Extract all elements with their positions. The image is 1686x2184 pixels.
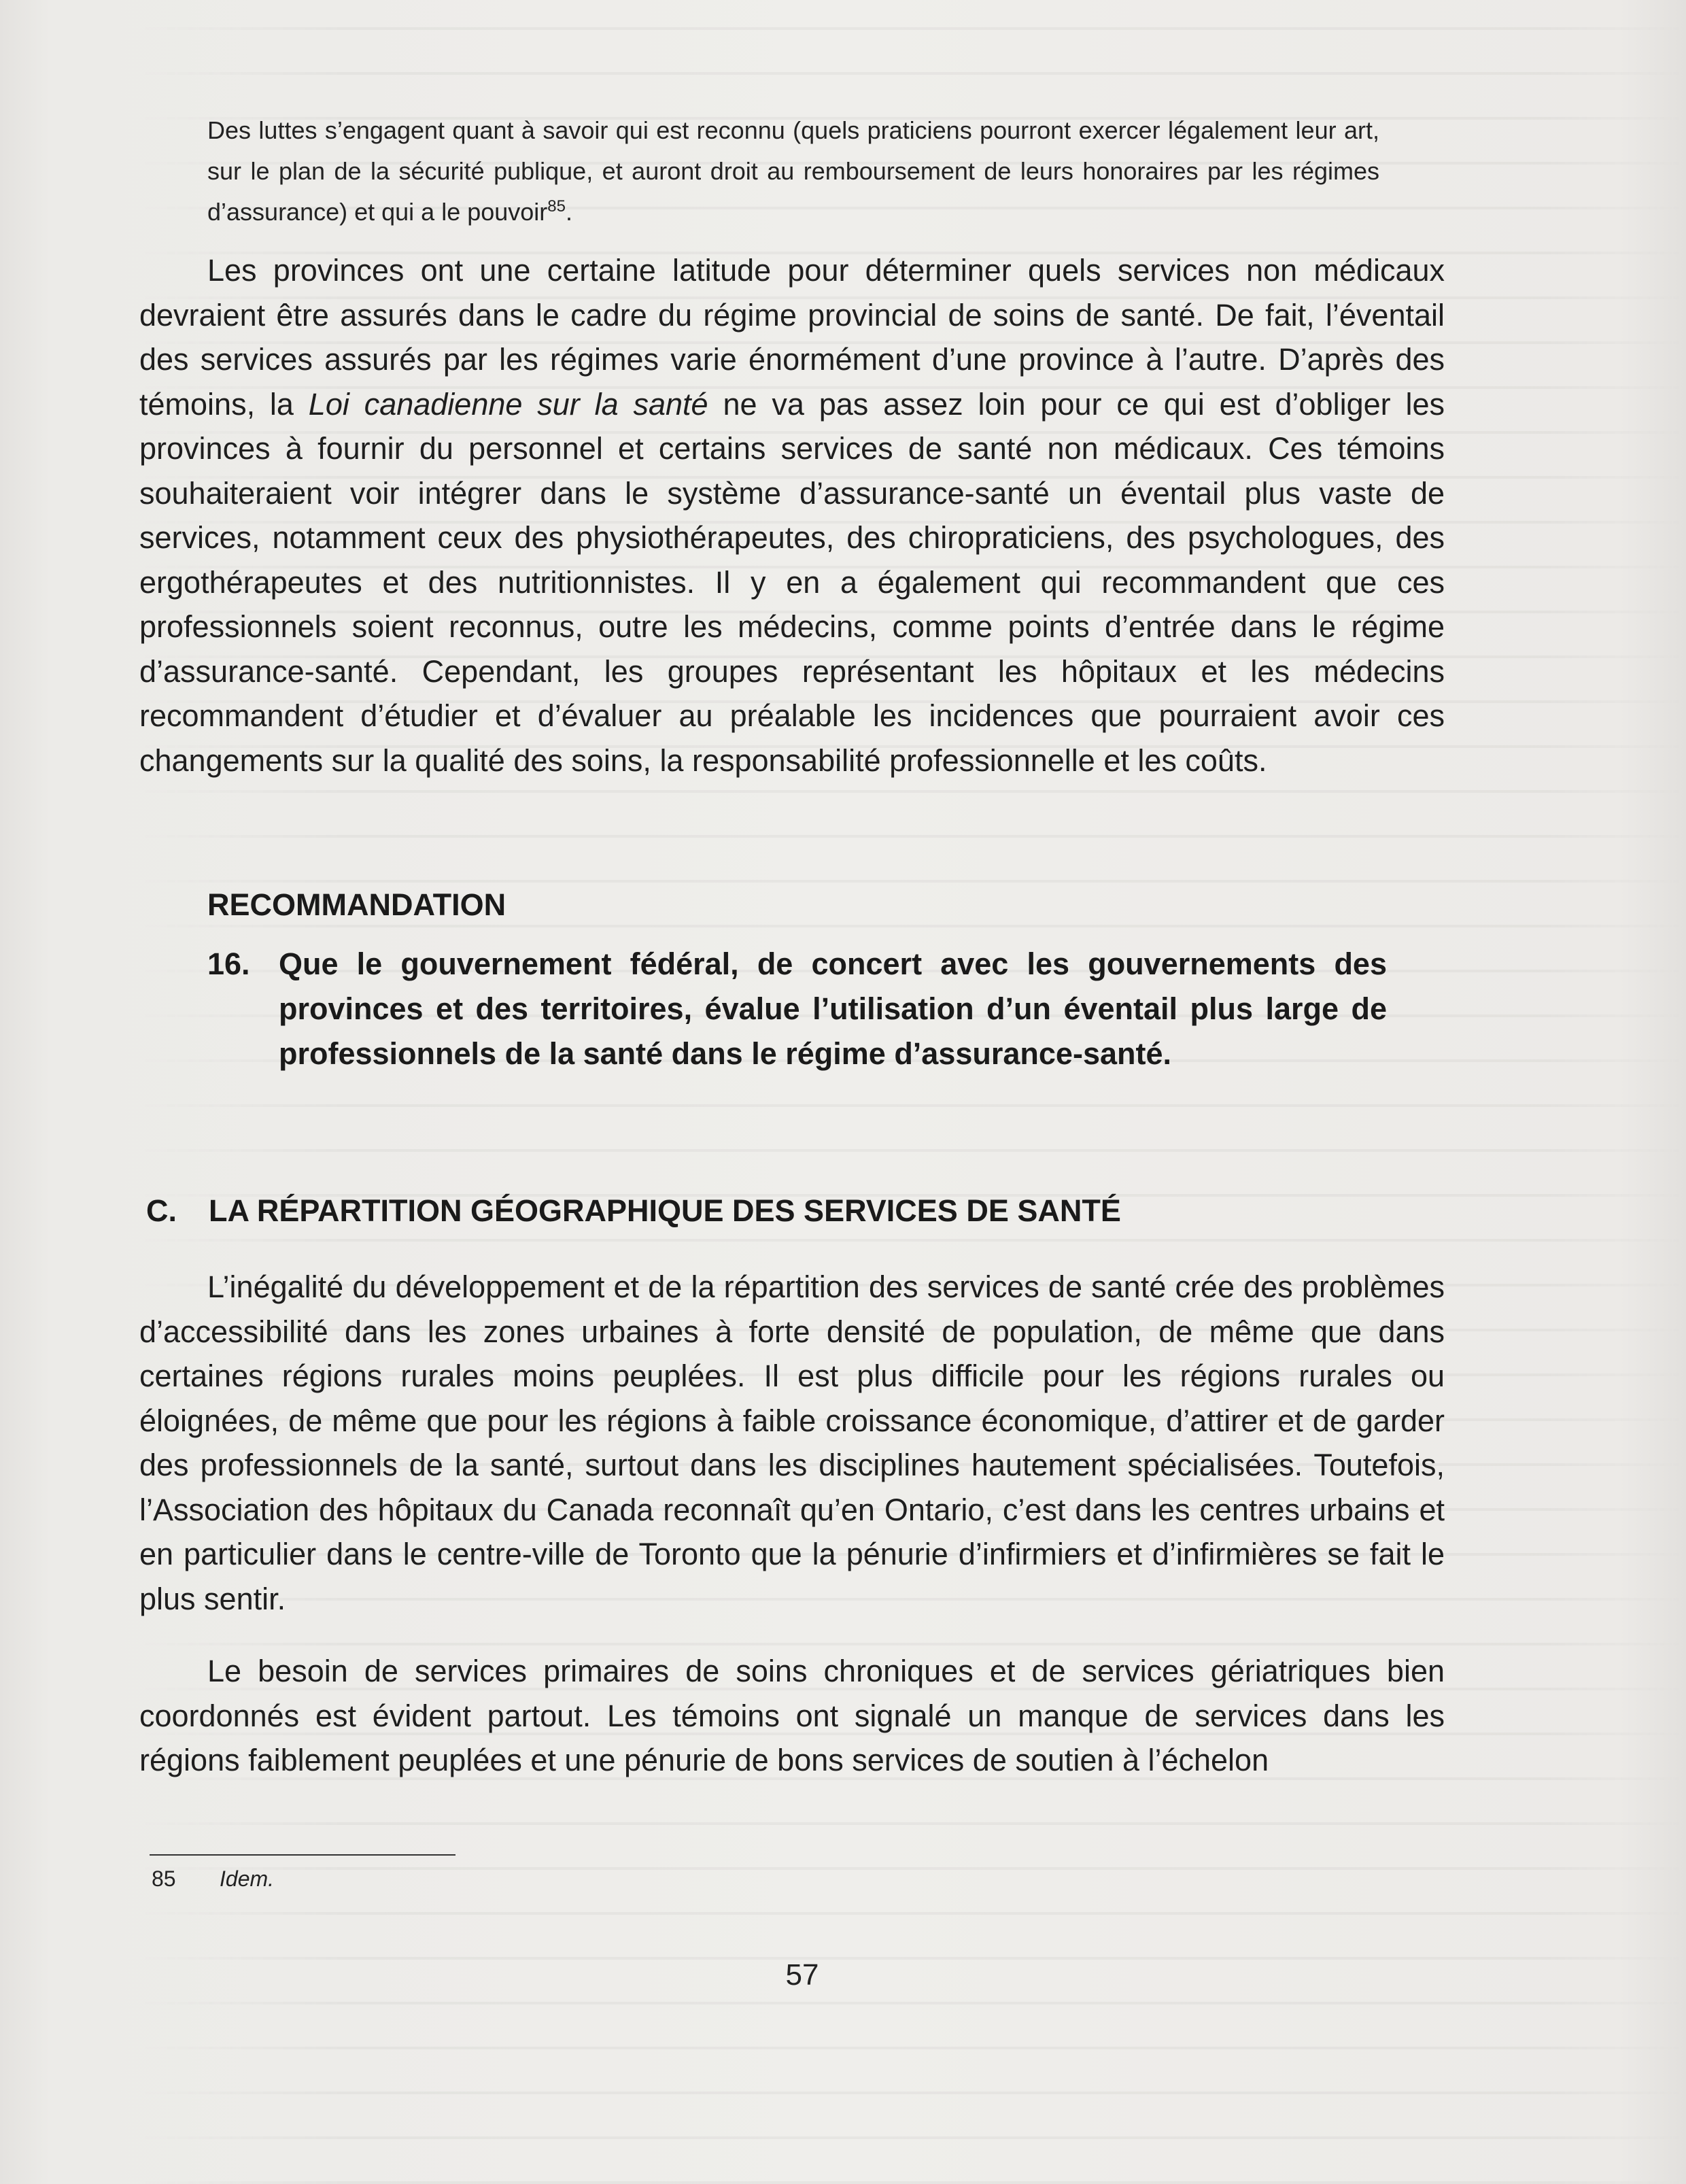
- footnote-reference[interactable]: 85: [547, 197, 566, 216]
- section-heading: [146, 1193, 1121, 1229]
- block-quote: [207, 110, 1379, 233]
- page-number: 57: [785, 1958, 819, 1992]
- footnote-number: 85: [152, 1866, 176, 1891]
- paragraph-provinces-latitude: [139, 248, 1445, 783]
- act-title: Loi canadienne sur la santé: [308, 386, 708, 422]
- footnote-85: [152, 1866, 274, 1892]
- section-letter: C.: [146, 1193, 177, 1228]
- quote-text: Des luttes s’engagent quant à savoir qui est reconnu (quels praticiens pourront exercer légalement leur art, sur le plan de la sécurité publique, et auront droit au remboursement de leurs honoraires par les régimes d’assurance) et qui a le pouvoir: [207, 116, 1379, 226]
- quote-end: .: [566, 198, 573, 226]
- paragraph1-part1: Les provinces ont une certaine latitude pour déterminer quels services non médicaux devraient être assurés dans le cadre du régime provincial de soins de santé. De fait, l’éventail des services assurés par les régimes varie énormément d’une province à l’autre. D’après des témoins, la: [139, 253, 1445, 422]
- paragraph1-part2: ne va pas assez loin pour ce qui est d’obliger les provinces à fournir du personnel et certains services de santé non médicaux. Ces témoins souhaiteraient voir intégrer dans le système d’assurance-santé un éventail plus vaste de services, notamment ceux des physiothérapeutes, des chiropraticiens, des psychologues, des ergothérapeutes et des nutritionnistes. Il y en a également qui recommandent que ces professionnels soient reconnus, outre les médecins, comme points d’entrée dans le régime d’assurance-santé. Cependant, les groupes représentant les hôpitaux et les médecins recommandent d’étudier et d’évaluer au préalable les incidences que pourraient avoir ces changements sur la qualité des soins, la responsabilité professionnelle et les coûts.: [139, 386, 1445, 778]
- recommendation-heading: RECOMMANDATION: [207, 887, 506, 922]
- recommendation-number: 16.: [207, 946, 250, 981]
- section-title: LA RÉPARTITION GÉOGRAPHIQUE DES SERVICES DE SANTÉ: [209, 1193, 1121, 1228]
- paragraph-primary-care: [139, 1649, 1445, 1783]
- paragraph2-text: L’inégalité du développement et de la répartition des services de santé crée des problèmes d’accessibilité dans les zones urbaines à forte densité de population, de même que dans certaines régions rurales moins peuplées. Il est plus difficile pour les régions rurales ou éloignées, de même que pour les régions à faible croissance économique, d’attirer et de garder des professionnels de la santé, surtout dans les disciplines hautement spécialisées. Toutefois, l’Association des hôpitaux du Canada reconnaît qu’en Ontario, c’est dans les centres urbains et en particulier dans le centre-ville de Toronto que la pénurie d’infirmiers et d’infirmières se fait le plus sentir.: [139, 1269, 1445, 1616]
- recommendation-16: [207, 942, 1387, 1076]
- footnote-text: Idem.: [220, 1866, 275, 1891]
- footnote-divider: [150, 1854, 455, 1856]
- recommendation-text: Que le gouvernement fédéral, de concert avec les gouvernements des provinces et des territoires, évalue l’utilisation d’un éventail plus large de professionnels de la santé dans le régime d’assurance-santé.: [279, 946, 1387, 1071]
- paragraph-inequality: [139, 1265, 1445, 1621]
- paragraph3-text: Le besoin de services primaires de soins chroniques et de services gériatriques bien coordonnés est évident partout. Les témoins ont signalé un manque de services dans les régions faiblement peuplées et une pénurie de bons services de soutien à l’échelon: [139, 1654, 1445, 1777]
